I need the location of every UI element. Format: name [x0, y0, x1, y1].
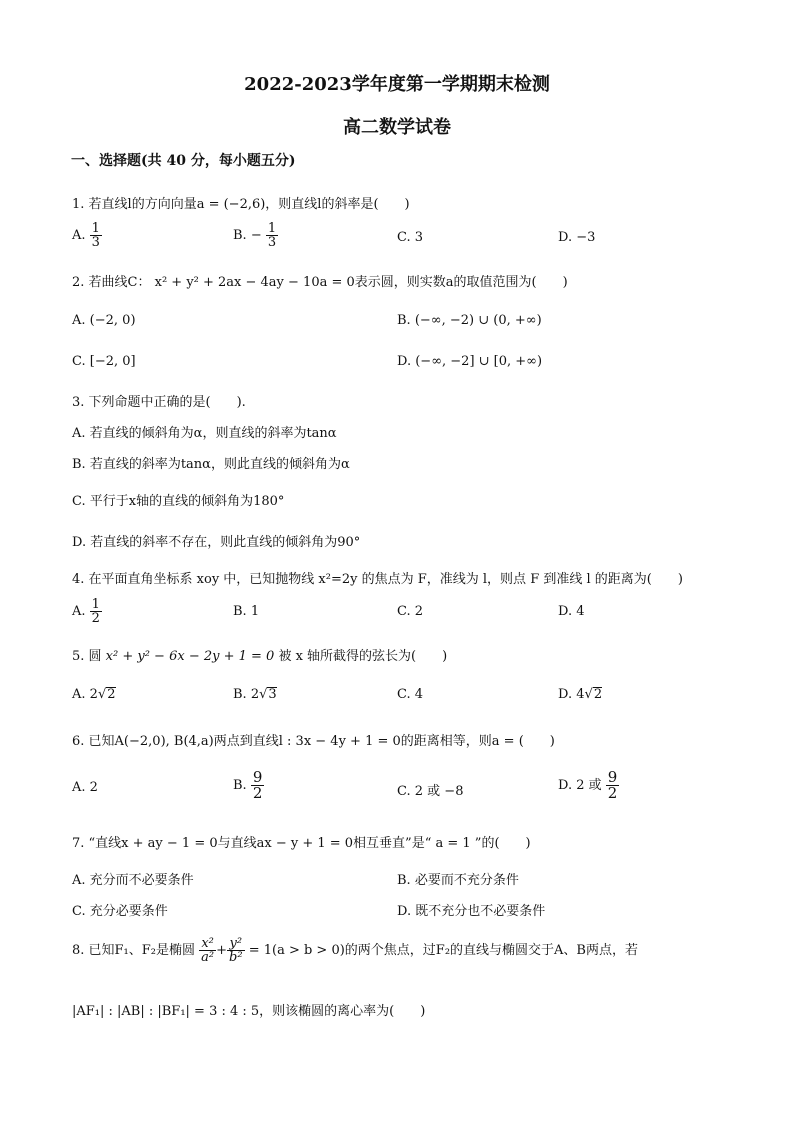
sqrt-symbol: √ — [584, 687, 593, 702]
fraction — [90, 222, 102, 249]
option-label: B. — [233, 228, 247, 243]
sqrt-symbol: √ — [97, 687, 107, 702]
question-5-option-a — [72, 687, 116, 702]
question-4-option-a — [72, 598, 102, 625]
option-text: (−2, 0) — [89, 313, 136, 328]
option-label: B. — [233, 604, 247, 619]
plus-sign: + — [216, 943, 228, 958]
option-label: A. — [72, 426, 86, 441]
fraction-numerator: 1 — [91, 221, 100, 236]
question-3-stem: 3. 下列命题中正确的是( ). — [72, 395, 246, 410]
stem-text: = 1(a > b > 0)的两个焦点，过F₂的直线与椭圆交于A、B两点，若 — [248, 943, 638, 958]
option-label: D. — [558, 687, 573, 702]
exam-title: 2022-2023学年度第一学期期末检测 — [244, 74, 550, 95]
option-label: B. — [72, 457, 86, 472]
question-2-option-a — [72, 313, 136, 328]
question-7-option-c — [72, 900, 168, 919]
option-text: −3 — [576, 230, 596, 245]
radicand: 2 — [107, 687, 116, 702]
option-text: (−∞, −2] ∪ [0, +∞) — [415, 354, 543, 369]
fraction-numerator: y² — [229, 936, 243, 951]
section-heading: 一、选择题(共 40 分，每小题五分) — [71, 153, 296, 169]
question-3-option-d — [72, 531, 360, 550]
option-text: 必要而不充分条件 — [414, 873, 519, 888]
fraction-denominator: 2 — [252, 784, 263, 802]
option-text: 平行于x轴的直线的倾斜角为180° — [89, 494, 285, 509]
fraction-numerator: 1 — [267, 221, 277, 236]
stem-text: 5. 圆 — [72, 649, 106, 664]
question-1-option-b — [233, 222, 278, 249]
minus-sign: − — [250, 228, 262, 243]
option-label: A. — [72, 228, 86, 243]
question-6-stem: 6. 已知A(−2,0), B(4,a)两点到直线l : 3x − 4y + 1 = 0的距离相等，则a = ( ) — [72, 734, 555, 749]
question-7-option-a — [72, 869, 194, 888]
option-label: D. — [558, 604, 573, 619]
fraction-denominator: 2 — [91, 611, 100, 626]
question-1-option-c — [397, 230, 423, 245]
option-text: 充分而不必要条件 — [89, 873, 194, 888]
option-label: B. — [397, 313, 411, 328]
option-text: (−∞, −2) ∪ (0, +∞) — [414, 313, 542, 328]
option-text: 2 或 −8 — [414, 784, 464, 799]
question-2-stem: 2. 若曲线C： x² + y² + 2ax − 4ay − 10a = 0表示圆，则实数a的取值范围为( ) — [72, 275, 568, 290]
option-text: 2 — [414, 604, 424, 619]
question-5-option-c — [397, 687, 423, 702]
option-text: 既不充分也不必要条件 — [415, 904, 546, 919]
option-label: B. — [233, 778, 247, 793]
option-label: A. — [72, 604, 86, 619]
radicand: 3 — [268, 687, 277, 702]
radicand: 2 — [593, 687, 603, 702]
fraction-numerator: x² — [201, 936, 214, 951]
option-label: C. — [397, 687, 411, 702]
radical-coefficient: 4 — [576, 687, 585, 702]
option-text: [−2, 0] — [89, 354, 136, 369]
fraction-denominator: b² — [229, 950, 243, 965]
option-label: C. — [397, 784, 411, 799]
option-label: B. — [233, 687, 247, 702]
question-4-option-c — [397, 604, 423, 619]
option-text: 若直线的倾斜角为α，则直线的斜率为tanα — [89, 426, 337, 441]
option-label: C. — [72, 494, 86, 509]
option-label: C. — [397, 604, 411, 619]
question-4-option-b — [233, 604, 259, 619]
question-6-option-b — [233, 770, 264, 801]
question-7-option-d — [397, 900, 545, 919]
circle-equation: x² + y² − 6x − 2y + 1 = 0 — [105, 649, 275, 664]
stem-text: 8. 已知F₁、F₂是椭圆 — [72, 943, 195, 958]
option-text: 1 — [250, 604, 260, 619]
radical-coefficient: 2 — [89, 687, 98, 702]
question-4-option-d — [558, 604, 585, 619]
fraction — [227, 937, 245, 964]
sqrt-symbol: √ — [259, 687, 268, 702]
question-5-option-d — [558, 687, 602, 702]
fraction — [266, 222, 278, 249]
question-3-option-b — [72, 453, 350, 472]
option-text: 4 — [576, 604, 585, 619]
fraction-denominator: 3 — [267, 235, 277, 250]
fraction-denominator: a² — [201, 950, 215, 965]
option-label: D. — [558, 230, 573, 245]
question-5-stem — [72, 645, 447, 664]
question-3-option-a — [72, 422, 337, 441]
option-label: D. — [72, 535, 87, 550]
option-label: C. — [72, 904, 86, 919]
option-label: A. — [72, 780, 86, 795]
question-6-option-d — [558, 770, 619, 801]
option-label: C. — [72, 354, 86, 369]
option-label: D. — [397, 904, 412, 919]
option-label: A. — [72, 873, 86, 888]
option-label: B. — [397, 873, 411, 888]
fraction — [199, 937, 216, 964]
question-7-stem: 7. “直线x + ay − 1 = 0与直线ax − y + 1 = 0相互垂直”是“ a = 1 ”的( ) — [72, 836, 531, 851]
question-4-stem: 4. 在平面直角坐标系 xoy 中，已知抛物线 x²=2y 的焦点为 F，准线为 l，则点 F 到准线 l 的距离为( ) — [72, 572, 683, 587]
fraction — [90, 598, 102, 625]
option-label: D. — [397, 354, 412, 369]
question-2-option-b — [397, 313, 542, 328]
question-3-option-c — [72, 490, 284, 509]
question-1-option-a — [72, 222, 102, 249]
option-text: 若直线的斜率不存在，则此直线的倾斜角为90° — [90, 535, 361, 550]
option-text: 充分必要条件 — [89, 904, 168, 919]
option-label: A. — [72, 687, 86, 702]
question-8-stem-line2: |AF₁| : |AB| : |BF₁| = 3 : 4 : 5，则该椭圆的离心率为( ) — [72, 1004, 426, 1019]
question-2-option-d — [397, 354, 542, 369]
question-6-option-c — [397, 780, 463, 799]
option-text: 4 — [414, 687, 424, 702]
question-1-stem: 1. 若直线l的方向向量a = (−2,6)，则直线l的斜率是( ) — [72, 197, 410, 212]
fraction-numerator: 9 — [252, 768, 263, 786]
fraction — [251, 770, 265, 801]
fraction-numerator: 1 — [91, 597, 100, 612]
radical-coefficient: 2 — [250, 687, 260, 702]
option-label: D. — [558, 778, 573, 793]
fraction-numerator: 9 — [607, 768, 618, 786]
option-label: C. — [397, 230, 411, 245]
stem-text: 被 x 轴所截得的弦长为( ) — [274, 649, 448, 664]
question-8-stem — [72, 937, 638, 964]
option-text: 若直线的斜率为tanα，则此直线的倾斜角为α — [89, 457, 350, 472]
exam-subtitle: 高二数学试卷 — [343, 117, 451, 138]
option-label: A. — [72, 313, 86, 328]
question-1-option-d — [558, 230, 595, 245]
option-text: 2 — [89, 780, 98, 795]
fraction-denominator: 3 — [91, 235, 100, 250]
fraction — [606, 770, 620, 801]
question-7-option-b — [397, 869, 519, 888]
question-5-option-b — [233, 687, 277, 702]
question-2-option-c — [72, 354, 136, 369]
option-text: 2 或 — [576, 778, 602, 793]
option-text: 3 — [414, 230, 424, 245]
question-6-option-a — [72, 780, 98, 795]
fraction-denominator: 2 — [607, 784, 618, 802]
